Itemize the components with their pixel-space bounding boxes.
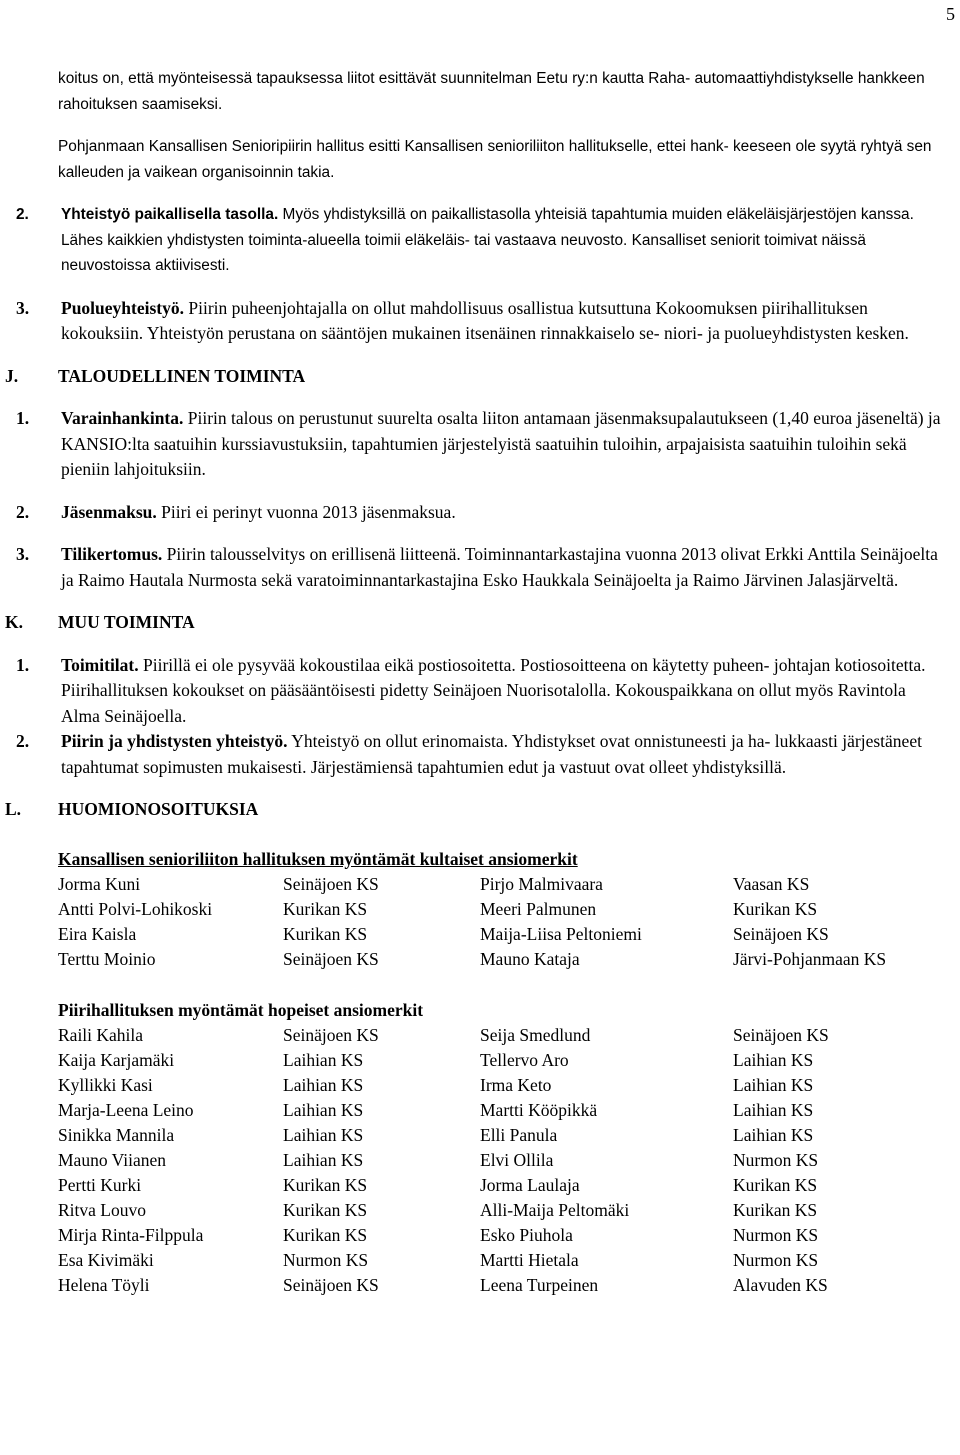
award-row — [58, 1073, 948, 1098]
item-text: Piirin talous on perustunut suurelta osalta liiton antamaan jäsenmaksupalautukseen (1,40 euroa jäseneltä) ja KANSIO:lta saatuihin kurssiavustuksiin, tapahtumien järjestelyistä saatuihin tuloihin, arpajaisista saatuihin tuloihin sekä pieniin lahjoituksiin. — [61, 408, 941, 479]
recipient-name: Pirjo Malmivaara — [480, 873, 603, 894]
section-title: TALOUDELLINEN TOIMINTA — [58, 365, 306, 386]
recipient-name: Maija-Liisa Peltoniemi — [480, 923, 642, 944]
association-name: Järvi-Pohjanmaan KS — [733, 948, 887, 969]
recipient-name: Mirja Rinta-Filppula — [58, 1224, 204, 1245]
recipient-name: Tellervo Aro — [480, 1049, 569, 1070]
silver-awards-title: Piirihallituksen myöntämät hopeiset ansiomerkit — [58, 999, 424, 1020]
award-row — [58, 1023, 948, 1048]
award-row — [58, 922, 948, 947]
recipient-name: Leena Turpeinen — [480, 1274, 599, 1295]
recipient-name: Irma Keto — [480, 1074, 552, 1095]
gold-awards-title: Kansallisen senioriliiton hallituksen myöntämät kultaiset ansiomerkit — [58, 848, 578, 869]
item-number: 2. — [16, 206, 29, 223]
association-name: Nurmon KS — [733, 1224, 819, 1245]
association-name: Laihian KS — [733, 1074, 814, 1095]
recipient-name: Martti Hietala — [480, 1249, 579, 1270]
item-title: Yhteistyö paikallisella tasolla. — [61, 206, 279, 223]
recipient-name: Esa Kivimäki — [58, 1249, 154, 1270]
association-name: Kurikan KS — [283, 1224, 368, 1245]
item-text: Piirillä ei ole pysyvää kokoustilaa eikä postiosoitetta. Postiosoitteena on käytetty puheen- johtajan kotiosoitetta. Piirihallituksen kokoukset on pääsääntöisesti pidetty Seinäjoen Nuorisotalolla. Kokouspaikkana on ollut myös Ravintola Alma Seinäjoella. — [61, 654, 926, 726]
recipient-name: Meeri Palmunen — [480, 898, 597, 919]
item-number: 1. — [16, 654, 30, 675]
association-name: Laihian KS — [283, 1049, 364, 1070]
cooperation-local-item — [16, 202, 948, 279]
association-name: Kurikan KS — [283, 1174, 368, 1195]
section-k-heading — [5, 610, 948, 636]
association-name: Kurikan KS — [733, 1199, 818, 1220]
award-row — [58, 1173, 948, 1198]
award-row — [58, 1198, 948, 1223]
item-title: Jäsenmaksu. — [61, 501, 157, 522]
association-name: Seinäjoen KS — [283, 1274, 379, 1295]
association-name: Vaasan KS — [733, 873, 810, 894]
association-name: Kurikan KS — [283, 1199, 368, 1220]
item-title: Toimitilat. — [61, 654, 139, 675]
award-row — [58, 897, 948, 922]
section-title: MUU TOIMINTA — [58, 612, 195, 632]
association-name: Seinäjoen KS — [283, 873, 379, 894]
section-letter: L. — [5, 799, 22, 819]
recipient-name: Mauno Kataja — [480, 948, 580, 969]
association-name: Kurikan KS — [283, 923, 368, 944]
recipient-name: Seija Smedlund — [480, 1024, 591, 1045]
association-name: Laihian KS — [283, 1099, 364, 1120]
membership-fee-item — [16, 500, 948, 526]
section-letter: J. — [5, 365, 19, 386]
section-l-heading — [5, 797, 948, 823]
item-number: 2. — [16, 501, 30, 522]
association-name: Seinäjoen KS — [733, 1024, 829, 1045]
fundraising-item — [16, 406, 948, 483]
recipient-name: Alli-Maija Peltomäki — [480, 1199, 630, 1220]
item-number: 3. — [16, 297, 30, 318]
item-title: Varainhankinta. — [61, 408, 184, 428]
district-cooperation-item — [16, 729, 948, 780]
award-row — [58, 1148, 948, 1173]
award-row — [58, 1248, 948, 1273]
intro-paragraph-1: koitus on, että myönteisessä tapauksessa liitot esittävät suunnitelman Eetu ry:n kautta Raha- automaattiyhdistykselle hankkeen rahoituksen saamiseksi. — [58, 70, 925, 113]
recipient-name: Antti Polvi-Lohikoski — [58, 898, 213, 919]
section-title: HUOMIONOSOITUKSIA — [58, 799, 259, 819]
recipient-name: Mauno Viianen — [58, 1149, 166, 1170]
association-name: Laihian KS — [283, 1124, 364, 1145]
award-row — [58, 1048, 948, 1073]
association-name: Seinäjoen KS — [283, 948, 379, 969]
recipient-name: Eira Kaisla — [58, 923, 137, 944]
item-number: 3. — [16, 544, 30, 564]
association-name: Alavuden KS — [733, 1274, 828, 1295]
silver-awards-table — [58, 1023, 948, 1298]
award-row — [58, 1273, 948, 1298]
item-number: 2. — [16, 731, 30, 751]
association-name: Kurikan KS — [733, 1174, 818, 1195]
recipient-name: Marja-Leena Leino — [58, 1099, 194, 1120]
section-letter: K. — [5, 612, 23, 632]
association-name: Kurikan KS — [283, 898, 368, 919]
recipient-name: Kaija Karjamäki — [58, 1049, 175, 1070]
item-title: Puolueyhteistyö. — [61, 297, 184, 318]
recipient-name: Raili Kahila — [58, 1024, 144, 1045]
item-text: Piirin talousselvitys on erillisenä liitteenä. Toiminnantarkastajina vuonna 2013 olivat Erkki Anttila Seinäjoelta ja Raimo Hautala Nurmosta sekä varatoiminnantarkastajina Esko Haukkala Seinäjoelta ja Raimo Järvinen Jalasjärveltä. — [61, 544, 938, 590]
item-text: Piirin puheenjohtajalla on ollut mahdollisuus osallistua kutsuttuna Kokoomuksen piirihallituksen kokouksiin. Yhteistyön perustana on sääntöjen mukainen itsenäinen rinnakkaiselo se- niori- ja puolueyhdistysten kesken. — [61, 297, 909, 343]
award-row — [58, 947, 948, 972]
recipient-name: Pertti Kurki — [58, 1174, 142, 1195]
recipient-name: Martti Kööpikkä — [480, 1099, 598, 1120]
item-text: Myös yhdistyksillä on paikallistasolla yhteisiä tapahtumia muiden eläkeläisjärjestöjen kanssa. Lähes kaikkien yhdistysten toiminta-alueella toimii eläkeläis- tai vastaava neuvosto. Kansalliset seniorit toimivat näissä neuvostoissa aktiivisesti. — [61, 206, 914, 274]
recipient-name: Ritva Louvo — [58, 1199, 146, 1220]
association-name: Kurikan KS — [733, 898, 818, 919]
party-cooperation-item — [16, 296, 948, 347]
association-name: Seinäjoen KS — [733, 923, 829, 944]
document-body — [5, 66, 948, 1324]
item-number: 1. — [16, 408, 30, 428]
association-name: Laihian KS — [283, 1149, 364, 1170]
association-name: Laihian KS — [733, 1049, 814, 1070]
item-title: Piirin ja yhdistysten yhteistyö. — [61, 731, 288, 751]
award-row — [58, 872, 948, 897]
recipient-name: Sinikka Mannila — [58, 1124, 175, 1145]
award-row — [58, 1123, 948, 1148]
page-number: 5 — [946, 4, 955, 24]
recipient-name: Kyllikki Kasi — [58, 1074, 153, 1095]
association-name: Laihian KS — [283, 1074, 364, 1095]
association-name: Nurmon KS — [733, 1249, 819, 1270]
section-j-heading — [5, 364, 948, 390]
premises-item — [16, 653, 948, 730]
recipient-name: Elli Panula — [480, 1124, 558, 1145]
recipient-name: Terttu Moinio — [58, 948, 156, 969]
financial-statement-item — [16, 542, 948, 593]
association-name: Nurmon KS — [283, 1249, 369, 1270]
item-title: Tilikertomus. — [61, 544, 163, 564]
intro-paragraph-2: Pohjanmaan Kansallisen Senioripiirin hallitus esitti Kansallisen senioriliiton hallitukselle, ettei hank- keeseen ole syytä ryhtyä sen kalleuden ja vaikean organisoinnin takia. — [58, 138, 932, 181]
recipient-name: Jorma Kuni — [58, 873, 141, 894]
award-row — [58, 1098, 948, 1123]
recipient-name: Jorma Laulaja — [480, 1174, 580, 1195]
association-name: Seinäjoen KS — [283, 1024, 379, 1045]
association-name: Laihian KS — [733, 1124, 814, 1145]
recipient-name: Elvi Ollila — [480, 1149, 554, 1170]
association-name: Laihian KS — [733, 1099, 814, 1120]
association-name: Nurmon KS — [733, 1149, 819, 1170]
recipient-name: Esko Piuhola — [480, 1224, 573, 1245]
award-row — [58, 1223, 948, 1248]
item-text: Piiri ei perinyt vuonna 2013 jäsenmaksua. — [156, 501, 456, 522]
item-text: Yhteistyö on ollut erinomaista. Yhdistykset ovat onnistuneesti ja ha- lukkaasti järjestäneet tapahtumat sopimusten mukaisesti. Järjestämiensä tapahtumien edut ja vastuut ovat olleet yhdistyksillä. — [61, 731, 922, 777]
gold-awards-table — [58, 872, 948, 972]
recipient-name: Helena Töyli — [58, 1274, 150, 1295]
